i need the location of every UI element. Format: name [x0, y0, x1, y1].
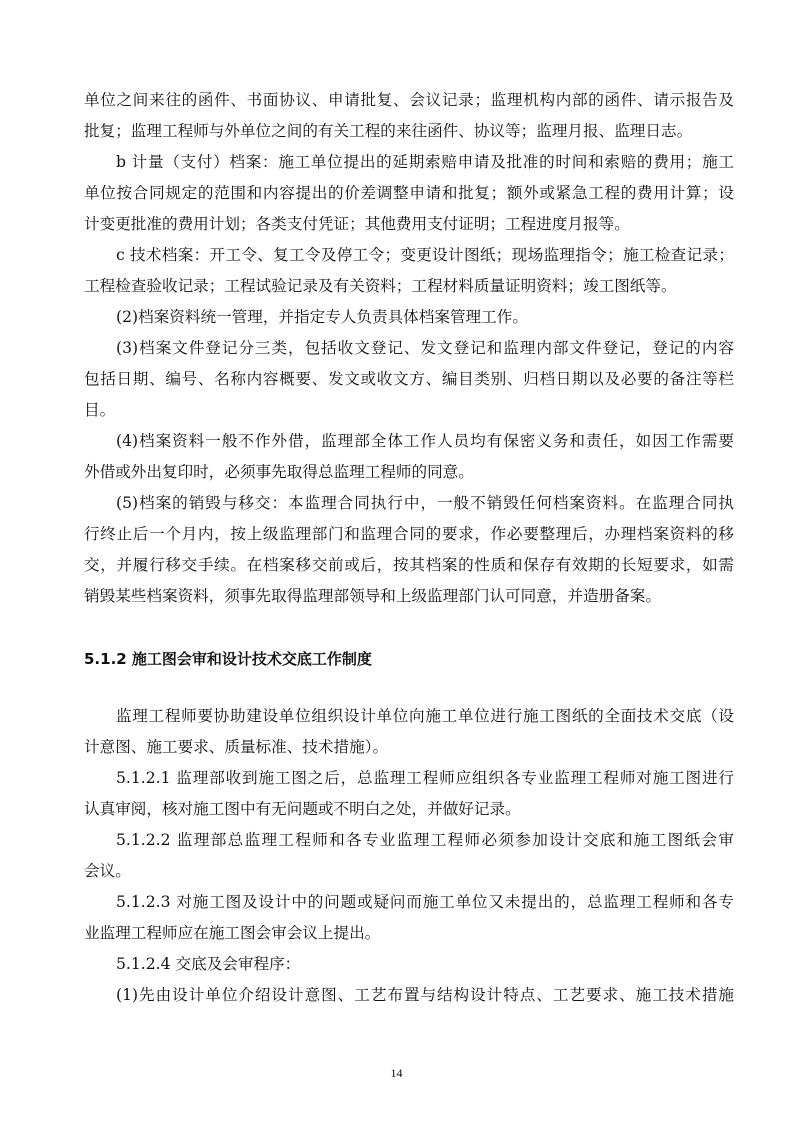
text-line: 单位之间来往的函件、书面协议、申请批复、会议记录；监理机构内部的函件、请示报告及 [84, 91, 734, 109]
text-line: 销毁某些档案资料，须事先取得监理部领导和上级监理部门认可同意，并造册备案。 [84, 587, 661, 605]
text-line: 单位按合同规定的范围和内容提出的价差调整申请和批复；额外或紧急工程的费用计算；设 [84, 184, 734, 202]
paragraph [84, 980, 734, 1011]
paragraph [84, 887, 734, 949]
paragraph [84, 302, 734, 333]
text-line: 5.1.2.3 对施工图及设计中的问题或疑问而施工单位又未提出的，总监理工程师和各专 [116, 893, 734, 911]
text-line: 交，并履行移交手续。在档案移交前或后，按其档案的性质和保存有效期的长短要求，如需 [84, 556, 734, 574]
text-line: (3)档案文件登记分三类，包括收文登记、发文登记和监理内部文件登记，登记的内容 [116, 339, 734, 357]
paragraph [84, 240, 734, 302]
text-line: (1)先由设计单位介绍设计意图、工艺布置与结构设计特点、工艺要求、施工技术措施 [116, 986, 734, 1004]
text-line: (4)档案资料一般不作外借，监理部全体工作人员均有保密义务和责任，如因工作需要 [116, 432, 734, 450]
text-line: 包括日期、编号、名称内容概要、发文或收文方、编目类别、归档日期以及必要的备注等栏 [84, 370, 734, 388]
text-line: 认真审阅，核对施工图中有无问题或不明白之处，并做好记录。 [84, 800, 521, 818]
section-drawing-review [84, 701, 734, 1011]
paragraph [84, 763, 734, 825]
paragraph [84, 147, 734, 240]
text-line: 行终止后一个月内，按上级监理部门和监理合同的要求，作必要整理后，办理档案资料的移 [84, 525, 734, 543]
paragraph [84, 701, 734, 763]
text-line: 计变更批准的费用计划；各类支付凭证；其他费用支付证明；工程进度月报等。 [84, 215, 630, 233]
text-line: 业监理工程师应在施工图会审会议上提出。 [84, 924, 381, 942]
text-line: b 计量（支付）档案：施工单位提出的延期索赔申请及批准的时间和索赔的费用；施工 [116, 153, 734, 171]
text-line: 批复；监理工程师与外单位之间的有关工程的来往函件、协议等；监理月报、监理日志。 [84, 122, 693, 140]
text-line: 5.1.2.2 监理部总监理工程师和各专业监理工程师必须参加设计交底和施工图纸会审 [116, 831, 734, 849]
section-archives [84, 85, 734, 612]
paragraph [84, 949, 734, 980]
paragraph [84, 426, 734, 488]
text-line: 目。 [84, 401, 116, 419]
paragraph [84, 333, 734, 426]
text-line: c 技术档案：开工令、复工令及停工令；变更设计图纸；现场监理指令；施工检查记录； [116, 246, 734, 264]
page-number: 14 [390, 1066, 403, 1080]
text-line: 监理工程师要协助建设单位组织设计单位向施工单位进行施工图纸的全面技术交底（设 [116, 707, 734, 725]
text-line: 计意图、施工要求、质量标准、技术措施）。 [84, 738, 389, 756]
text-line: 5.1.2.4 交底及会审程序： [116, 955, 301, 973]
section-heading: 5.1.2 施工图会审和设计技术交底工作制度 [84, 650, 372, 668]
text-line: 5.1.2.1 监理部收到施工图之后，总监理工程师应组织各专业监理工程师对施工图进行 [116, 769, 734, 787]
text-line: 外借或外出复印时，必须事先取得总监理工程师的同意。 [84, 463, 474, 481]
text-line: 工程检查验收记录；工程试验记录及有关资料；工程材料质量证明资料；竣工图纸等。 [84, 277, 677, 295]
paragraph [84, 85, 734, 147]
document-body [84, 85, 734, 1011]
paragraph [84, 825, 734, 887]
text-line: (5)档案的销毁与移交：本监理合同执行中，一般不销毁任何档案资料。在监理合同执 [116, 494, 734, 512]
text-line: 会议。 [84, 862, 131, 880]
paragraph [84, 488, 734, 612]
text-line: (2)档案资料统一管理，并指定专人负责具体档案管理工作。 [116, 308, 528, 326]
